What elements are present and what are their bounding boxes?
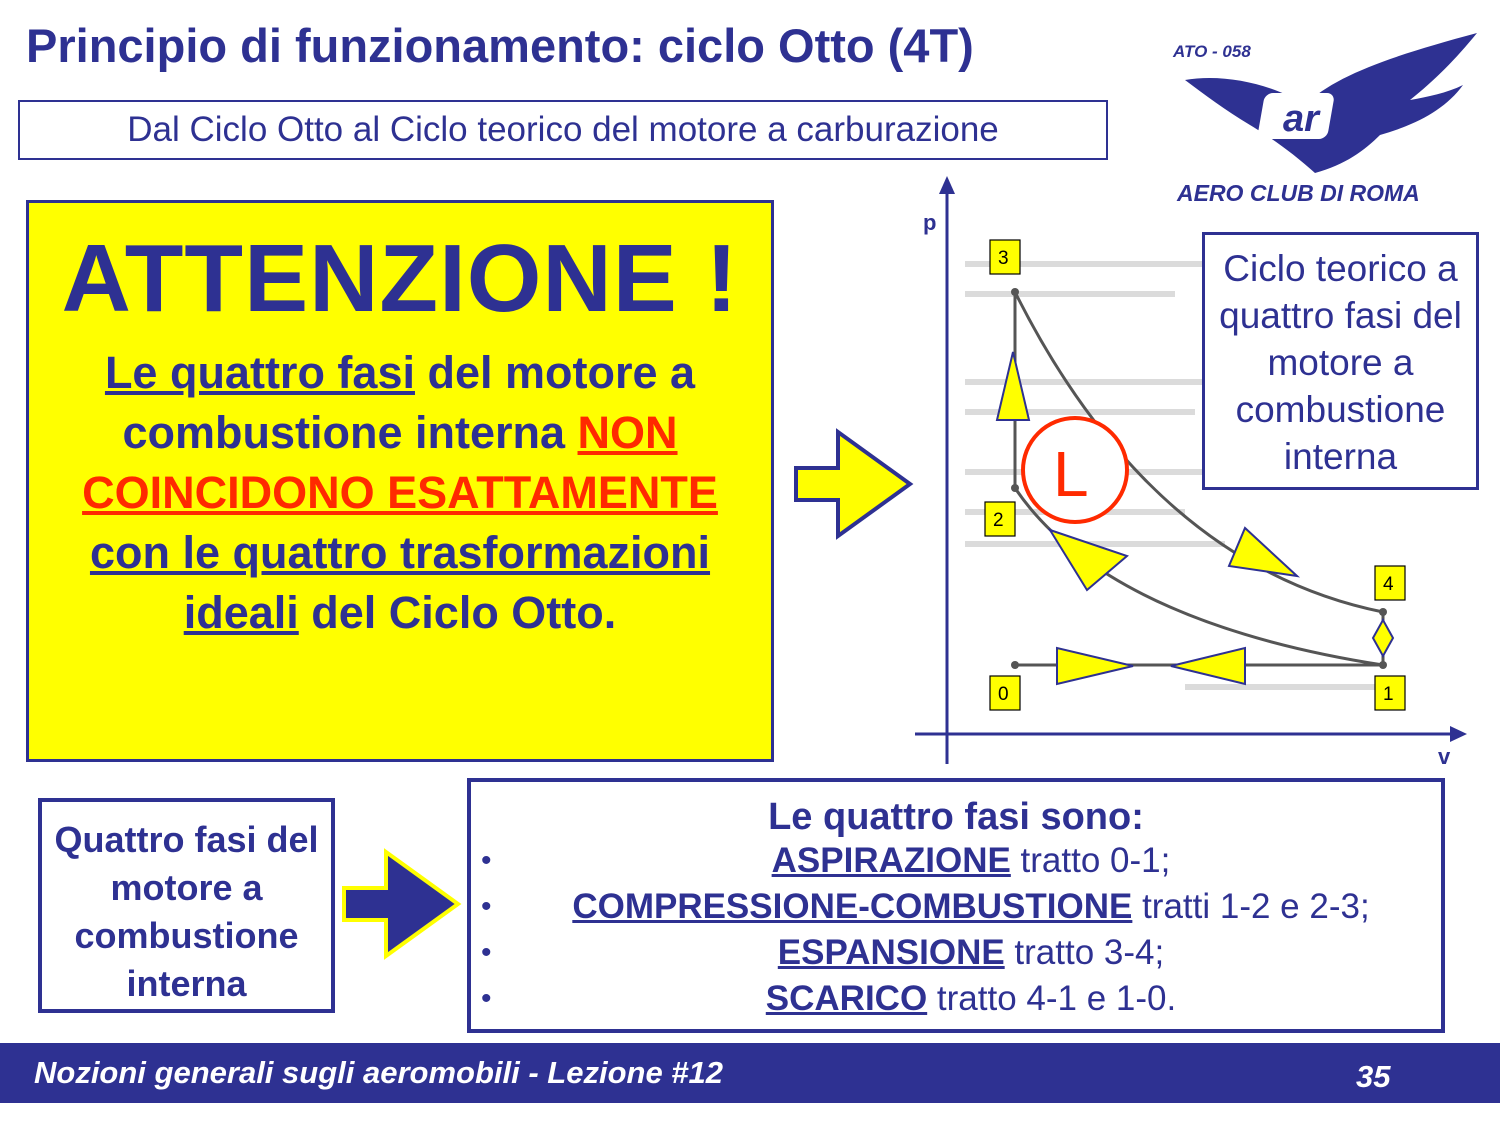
exhaust-arrow-icon	[1171, 648, 1245, 684]
point-4-dot	[1379, 608, 1387, 616]
attention-box	[26, 200, 774, 762]
phase-name: SCARICO	[765, 979, 928, 1018]
y-axis-label: p	[923, 210, 937, 235]
point-1-dot	[1379, 661, 1387, 669]
x-axis-arrowhead-icon	[1450, 726, 1467, 742]
bullet-icon: •	[481, 890, 492, 923]
phase-name: COMPRESSIONE-COMBUSTIONE	[572, 887, 1133, 926]
point-4-label: 4	[1383, 574, 1394, 595]
work-label: L	[1053, 438, 1089, 510]
list-item	[471, 976, 1441, 1022]
point-3-label: 3	[998, 248, 1009, 269]
point-2-dot	[1011, 484, 1019, 492]
attention-phases-text: Le quattro fasi	[104, 347, 415, 398]
x-axis-label: v	[1438, 744, 1451, 769]
list-item	[471, 930, 1441, 976]
phases-list-box	[467, 778, 1445, 1033]
logo-name: AERO CLUB DI ROMA	[1177, 180, 1420, 206]
page-number: 35	[1356, 1059, 1391, 1094]
right-arrow-icon	[340, 848, 462, 960]
attention-body	[29, 343, 771, 643]
page-title: Principio di funzionamento: ciclo Otto (4T)	[26, 19, 974, 72]
footer-text: Nozioni generali sugli aeromobili - Lezione #12	[34, 1055, 724, 1090]
phases-list	[471, 838, 1441, 1022]
point-0-label: 0	[998, 684, 1009, 705]
list-item	[471, 884, 1441, 930]
phase-detail: tratti 1-2 e 2-3;	[1132, 887, 1370, 926]
right-arrow-icon	[792, 428, 914, 540]
list-item	[471, 838, 1441, 884]
y-axis-arrowhead-icon	[939, 176, 955, 194]
compression-arrow-icon	[997, 352, 1029, 420]
bullet-icon: •	[481, 982, 492, 1015]
phases-list-title: Le quattro fasi sono:	[768, 796, 1144, 838]
phase-detail: tratto 4-1 e 1-0.	[927, 979, 1177, 1018]
footer-bar	[0, 1043, 1500, 1103]
phase-detail: tratto 0-1;	[1010, 841, 1171, 880]
point-3-dot	[1011, 288, 1019, 296]
cycle-description-text: Ciclo teorico a quattro fasi del motore a combustione interna	[1219, 248, 1462, 477]
expansion-arrow-icon	[1229, 528, 1297, 576]
attention-title: ATTENZIONE !	[61, 225, 739, 332]
bullet-icon: •	[481, 844, 492, 877]
phase-detail: tratto 3-4;	[1004, 933, 1165, 972]
attention-engine-text: del motore a combustione interna	[122, 347, 696, 458]
subtitle-text: Dal Ciclo Otto al Ciclo teorico del motore a carburazione	[127, 110, 999, 149]
attention-warning-text: NON COINCIDONO ESATTAMENTE	[82, 407, 718, 518]
attention-cycle-text: del Ciclo Otto.	[298, 587, 617, 638]
bullet-icon: •	[481, 936, 492, 969]
logo-code: ATO - 058	[1173, 42, 1251, 61]
cycle-description-box	[1202, 232, 1479, 490]
phases-label-text: Quattro fasi del motore a combustione interna	[54, 819, 319, 1004]
phase-name: ESPANSIONE	[777, 933, 1005, 972]
return-arrow-icon	[1050, 530, 1127, 590]
exhaust-valve-arrow-icon	[1373, 620, 1393, 656]
attention-transformations-text: con le quattro trasformazioni ideali	[89, 527, 711, 638]
point-2-label: 2	[993, 510, 1004, 531]
logo-monogram: ar	[1283, 98, 1319, 140]
intake-arrow-icon	[1057, 648, 1133, 684]
point-0-dot	[1011, 661, 1019, 669]
subtitle-box	[18, 100, 1108, 160]
point-1-label: 1	[1383, 684, 1394, 705]
phase-name: ASPIRAZIONE	[771, 841, 1011, 880]
phases-label-box	[38, 798, 335, 1013]
